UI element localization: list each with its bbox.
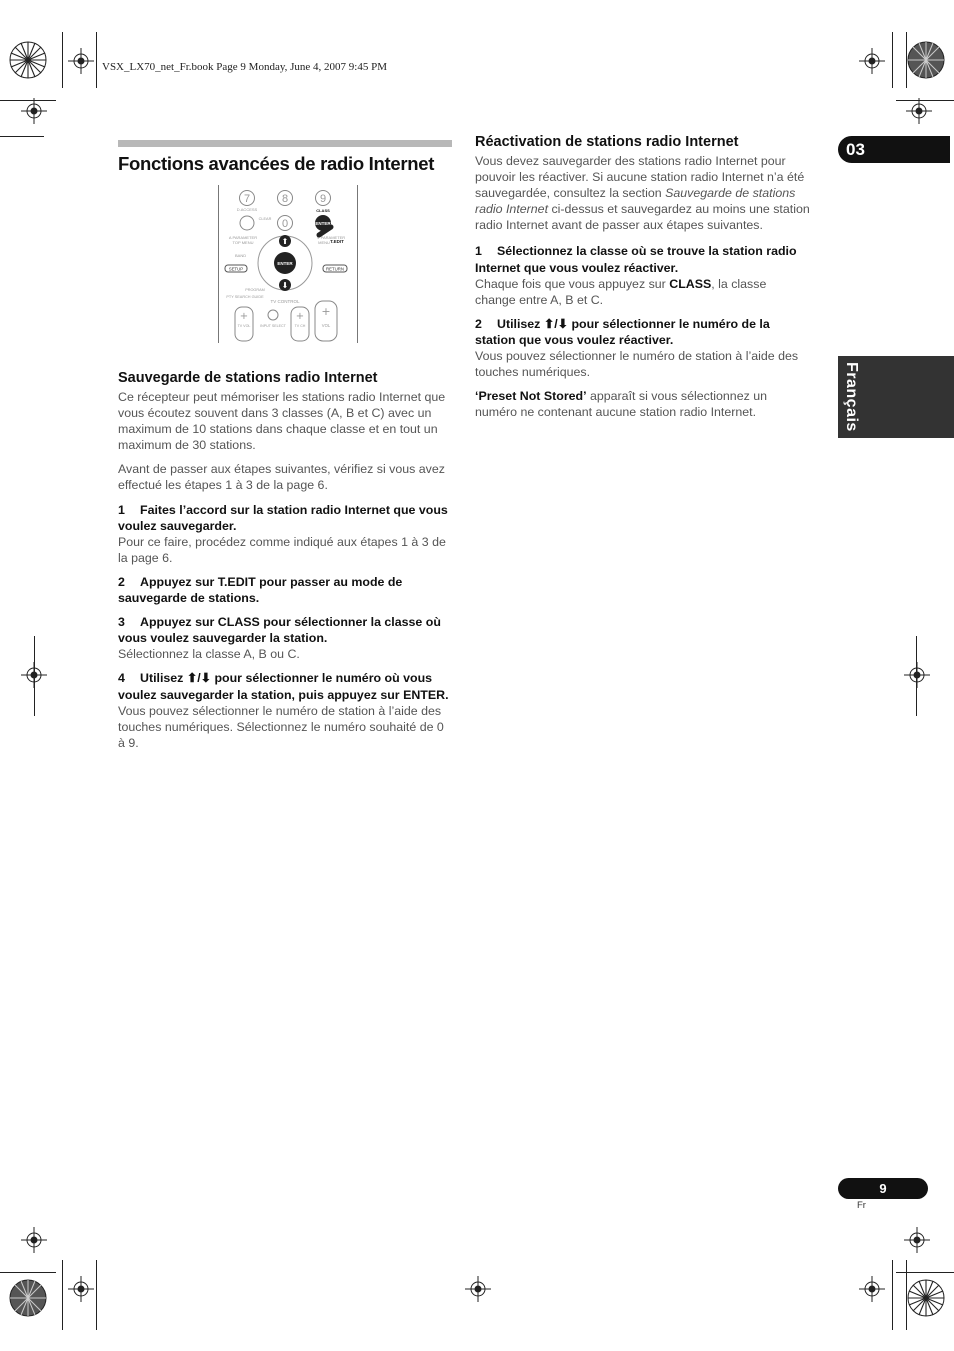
page-language-code: Fr [857,1200,866,1211]
language-label: Français [843,362,860,432]
menu-label: MENU [318,240,330,245]
save-step-1-detail: Pour ce faire, procédez comme indiqué aux étapes 1 à 3 de la page 6. [118,534,446,565]
v-parameter-label: V PARAMETER [316,235,346,240]
save-intro-paragraph: Ce récepteur peut mémoriser les stations radio Internet que vous écoutez souvent dans 3 classes (A, B et C) avec un maximum de 10 stations dans chaque classe et en tout un maximum de 30 stations. [118,390,446,453]
class-label: CLASS [316,208,330,213]
save-step-2: 2 Appuyez sur T.EDIT pour passer au mode de sauvegarde de stations. [118,574,403,606]
title-rule [118,140,452,147]
registration-starburst-icon [906,1278,946,1318]
crop-mark [96,32,97,88]
recall-step-1-detail: Chaque fois que vous appuyez sur CLASS, la classe change entre A, B et C. [475,276,767,307]
crop-mark [62,32,63,88]
svg-text:⬆: ⬆ [281,237,289,246]
registration-crosshair-icon [21,1227,47,1253]
crop-mark [62,1260,63,1330]
tedit-label: T.EDIT [330,239,344,244]
registration-crosshair-icon [68,48,94,74]
right-column [475,133,810,428]
save-step-4-detail: Vous pouvez sélectionner le numéro de station à l’aide des touches numériques. Sélectionnez le numéro souhaité de 0 à 9. [118,703,444,750]
svg-text:+: + [321,305,331,318]
registration-starburst-icon [906,40,946,80]
crop-mark [892,32,893,88]
registration-crosshair-icon [68,1276,94,1302]
save-prerequisite-paragraph: Avant de passer aux étapes suivantes, vérifiez si vous avez effectué les étapes 1 à 3 de la page 6. [118,462,445,493]
clear-label: CLEAR [258,217,272,221]
input-select-label: INPUT SELECT [260,324,286,328]
class-enter-key: ENTER [315,221,331,226]
preset-not-stored-note: ‘Preset Not Stored’ apparaît si vous sélectionnez un numéro ne contenant aucune station radio Internet. [475,389,768,420]
digit-7-key: 7 [243,193,251,205]
registration-starburst-icon [8,40,48,80]
crop-mark [0,1272,56,1273]
registration-crosshair-icon [906,98,932,124]
tv-vol-label: TV VOL [237,324,251,328]
band-label: BAND [235,253,247,258]
cross-reference: Sauvegarde de stations radio Internet [475,186,796,217]
registration-crosshair-icon [859,1276,885,1302]
print-header-meta: VSX_LX70_net_Fr.book Page 9 Monday, June 4, 2007 9:45 PM [102,61,387,73]
digit-0-key: 0 [281,218,289,230]
digit-9-key: 9 [319,193,327,205]
tv-ch-label: TV CH [294,324,306,328]
nav-enter-key: ENTER [277,261,293,266]
page-title: Fonctions avancées de radio Internet [118,153,435,174]
svg-text:+: + [239,311,249,322]
section-title-save: Sauvegarde de stations radio Internet [118,370,378,386]
registration-starburst-icon [8,1278,48,1318]
return-key: RETURN [326,266,344,272]
remote-control-illustration [218,185,358,343]
save-step-1: 1 Faites l’accord sur la station radio Internet que vous voulez sauvegarder. [118,502,448,533]
chapter-tab: 03 [838,136,950,163]
left-column [118,140,452,759]
svg-text:+: + [295,311,305,322]
program-label: PROGRAM [245,288,265,292]
registration-crosshair-icon [859,48,885,74]
crop-mark [96,1260,97,1330]
svg-text:⬇: ⬇ [281,281,289,290]
page-number: 9 [838,1178,928,1199]
registration-crosshair-icon [21,98,47,124]
crop-mark [0,136,44,137]
registration-crosshair-icon [21,662,47,688]
digit-8-key: 8 [281,193,289,205]
recall-step-1: 1 Sélectionnez la classe où se trouve la station radio Internet que vous voulez réactiver. [475,244,797,275]
recall-step-2-detail: Vous pouvez sélectionner le numéro de station à l’aide des touches numériques. [475,349,799,380]
save-step-3-detail: Sélectionnez la classe A, B ou C. [118,647,300,662]
save-step-3: 3 Appuyez sur CLASS pour sélectionner la classe où vous voulez sauvegarder la station. [118,615,441,646]
d-access-label: D.ACCESS [236,207,258,212]
registration-crosshair-icon [904,662,930,688]
top-menu-label: TOP MENU [232,240,254,245]
setup-key: SETUP [228,266,244,272]
save-step-4: 4 Utilisez ⬆/⬇ pour sélectionner le numéro où vous voulez sauvegarder la station, puis appuyez sur ENTER. [118,671,449,702]
recall-intro-paragraph: Vous devez sauvegarder des stations radio Internet pour pouvoir les réactiver. Si aucune station radio Internet n’a été sauvegardée, consultez la section Sauvegarde de stations radio Internet ci-dessus et sauvegardez au moins une station radio Internet avant de passer aux étapes suivantes. [475,154,810,233]
remote-control-drawing [219,185,356,343]
crop-mark [896,1272,954,1273]
tv-control-label: TV CONTROL [270,299,300,304]
crop-mark [892,1260,893,1330]
recall-step-2: 2 Utilisez ⬆/⬇ pour sélectionner le numéro de la station que vous voulez réactiver. [475,316,770,347]
registration-crosshair-icon [904,1227,930,1253]
vol-label: VOL [321,323,331,328]
section-title-recall: Réactivation de stations radio Internet [475,134,739,150]
a-parameter-label: A PARAMETER [228,235,258,240]
pty-search-label: PTY SEARCH GUIDE [226,295,264,299]
registration-crosshair-icon [465,1276,491,1302]
